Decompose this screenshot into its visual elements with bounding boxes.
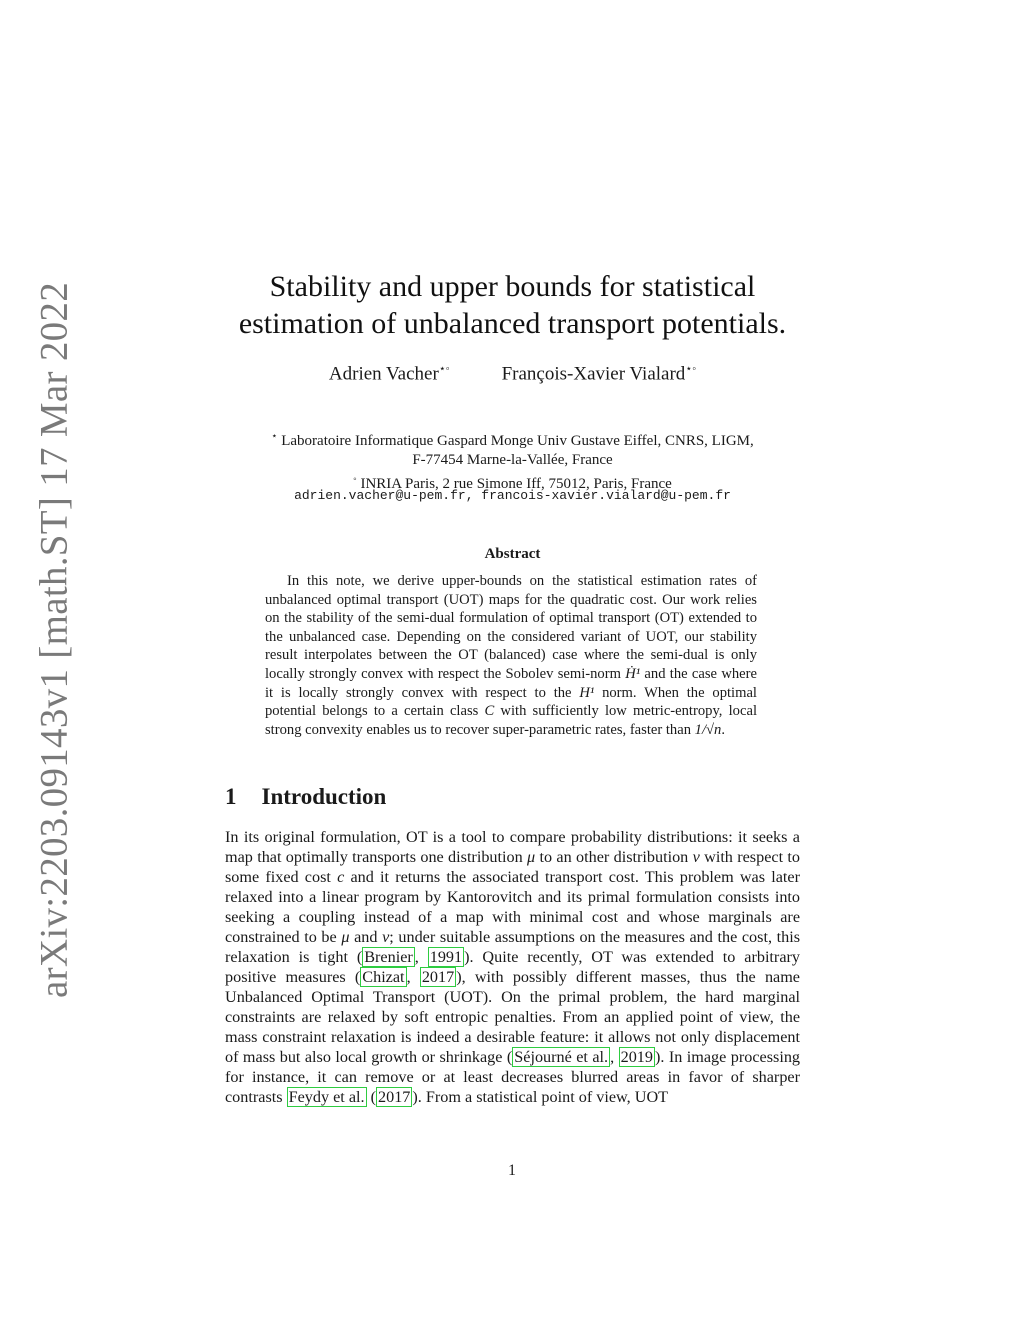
intro-paragraph	[225, 827, 800, 1107]
math-class: C	[484, 703, 495, 720]
paper-title	[225, 268, 800, 342]
abstract-body	[265, 572, 757, 739]
section-number: 1	[225, 784, 237, 809]
abstract-text: In this note, we derive upper-bounds on the statistical estimation rates of unbalanced optimal transport (UOT) maps for the quadratic cost. Our work relies on the stability of the semi-dual formulation of optimal transport (OT) extended to the unbalanced case. Depending on the considered variant of UOT, our stability result interpolates between the OT (balanced) case where the semi-dual is only locally strongly convex with respect the Sobolev semi-norm	[265, 573, 757, 682]
body-text: ,	[406, 968, 420, 986]
body-text: In its original formulation, OT is a tool to compare probability distributions: it seeks a map that optimally transports one distribution	[225, 828, 800, 866]
title-line-2: estimation of unbalanced transport potentials.	[238, 307, 787, 340]
body-text: ,	[610, 1048, 619, 1066]
math-norm: Ḣ¹	[625, 665, 641, 682]
math-symbol: μ	[341, 928, 350, 946]
citation-link[interactable]: Séjourné et al.	[514, 1048, 609, 1066]
affiliation-text: INRIA Paris, 2 rue Simone Iff, 75012, Paris, France	[360, 476, 672, 492]
citation-link[interactable]: Brenier	[364, 948, 413, 966]
affiliation-line-1	[225, 427, 800, 451]
body-text: with respect to some fixed cost	[225, 848, 800, 886]
author-name: François-Xavier Vialard	[501, 363, 686, 385]
affiliation-line-2: F-77454 Marne-la-Vallée, France	[412, 452, 613, 468]
section-heading	[225, 784, 386, 810]
math-symbol: c	[337, 868, 345, 886]
author-list	[225, 362, 800, 385]
abstract-heading: Abstract	[484, 546, 541, 562]
body-text: to an other distribution	[535, 848, 693, 866]
body-text: ). From a statistical point of view, UOT	[412, 1088, 669, 1106]
math-symbol: μ	[527, 848, 536, 866]
page-number: 1	[508, 1162, 516, 1179]
citation-year-link[interactable]: 2017	[421, 968, 455, 986]
citation-year-link[interactable]: 1991	[429, 948, 463, 966]
body-text: and	[349, 928, 383, 946]
affiliations	[225, 427, 800, 494]
body-text: (	[366, 1088, 377, 1106]
title-line-1: Stability and upper bounds for statistical	[269, 270, 756, 303]
arxiv-stamp-text: arXiv:2203.09143v1 [math.ST] 17 Mar 2022	[32, 281, 76, 999]
author-emails: adrien.vacher@u-pem.fr, francois-xavier.vialard@u-pem.fr	[294, 488, 731, 503]
citation-link[interactable]: Chizat	[362, 968, 405, 986]
author-marks: ⋆◦	[685, 363, 697, 375]
abstract-text: with sufficiently low metric-entropy, local strong convexity enables us to recover super-parametric rates, faster than	[265, 703, 757, 738]
citation-link[interactable]: Feydy et al.	[288, 1088, 365, 1106]
abstract-text: and the case where it is locally strongly convex with respect to the	[265, 665, 757, 701]
math-symbol: ν	[692, 848, 700, 866]
body-text: and it returns the associated transport cost. This problem was later relaxed into a linear program by Kantorovitch and its primal formulation consists into seeking a coupling instead of a map with minimal cost and whose marginals are constrained to be	[225, 868, 800, 946]
body-text: ). Quite recently, OT was extended to arbitrary positive measures (	[225, 948, 800, 986]
author	[329, 362, 450, 385]
citation-year-link[interactable]: 2017	[378, 1088, 411, 1106]
math-rate: 1/√n	[694, 721, 722, 738]
author	[502, 362, 697, 385]
affiliation-mark: ⋆	[271, 431, 278, 442]
affiliation-mark: ◦	[353, 474, 357, 485]
math-symbol: ν	[382, 928, 390, 946]
body-text: ; under suitable assumptions on the measures and the cost, this relaxation is tight (	[225, 928, 800, 966]
body-text: ), with possibly different masses, thus the name Unbalanced Optimal Transport (UOT). On the primal problem, the hard marginal constraints are relaxed by soft entropic penalties. From an applied point of view, the mass constraint relaxation is indeed a desirable feature: it allows not only displacement of mass but also local growth or shrinkage (	[225, 968, 800, 1066]
author-name: Adrien Vacher	[328, 363, 439, 385]
body-text: ). In image processing for instance, it can remove or at least decreases blurred areas in favor of sharper contrasts	[225, 1048, 801, 1106]
section-title: Introduction	[261, 784, 387, 809]
body-text: ,	[414, 948, 428, 966]
abstract-text: .	[721, 721, 725, 738]
author-marks: ⋆◦	[438, 363, 450, 375]
citation-year-link[interactable]: 2019	[620, 1048, 653, 1066]
affiliation-text: Laboratoire Informatique Gaspard Monge Univ Gustave Eiffel, CNRS, LIGM,	[281, 433, 754, 449]
math-norm: H¹	[579, 684, 595, 701]
abstract-text: norm. When the optimal potential belongs to a certain class	[265, 684, 757, 720]
